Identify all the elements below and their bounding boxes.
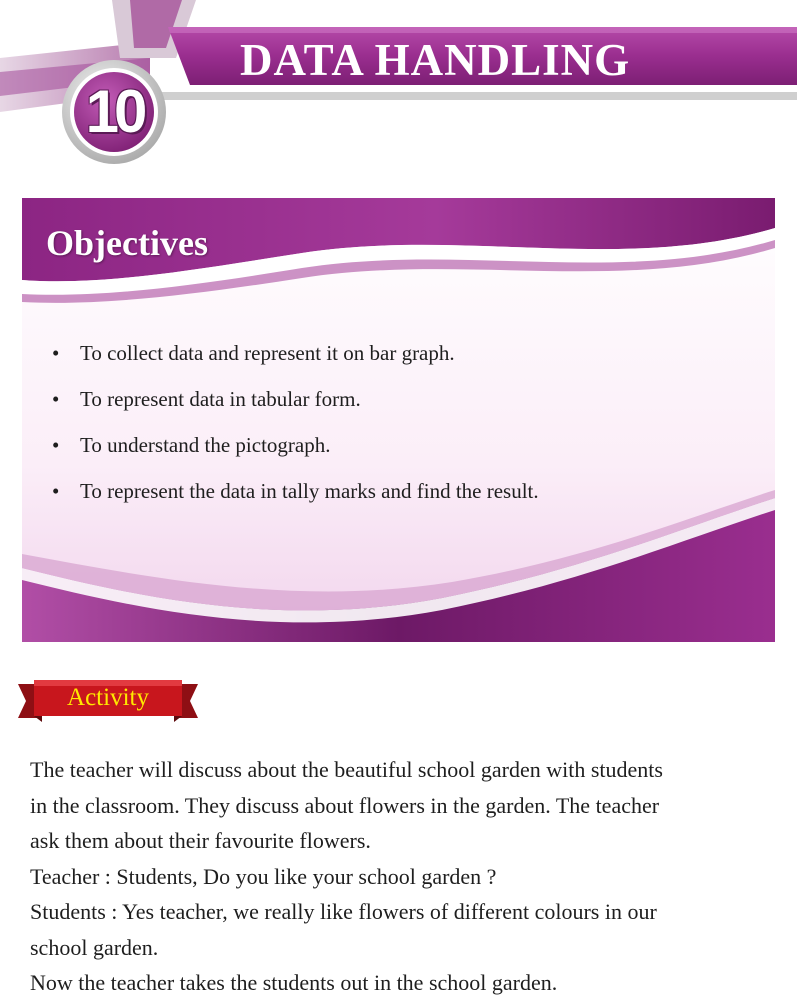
objective-item [52,468,752,514]
objective-text: To understand the pictograph. [80,433,331,457]
objective-item [52,330,752,376]
chapter-header [0,0,797,190]
text-line: Now the teacher takes the students out in the school garden. [30,970,558,995]
text-line: Students : Yes teacher, we really like flowers of different colours in our [30,899,657,924]
bullet: • [52,387,60,411]
text-line: Teacher : Students, Do you like your school garden ? [30,863,497,889]
activity-label: Activity [67,684,149,711]
activity-banner [18,678,198,722]
text-line: in the classroom. They discuss about flowers in the garden. The teacher [30,792,660,818]
chapter-title: DATA HANDLING [240,35,631,85]
chapter-number: 10 [85,78,143,145]
bullet: • [52,433,60,457]
bullet: • [52,479,60,503]
bullet: • [52,341,60,365]
activity-text [30,752,790,1001]
objectives-panel [22,198,775,642]
objectives-list [52,330,752,514]
text-line: school garden. [30,934,159,960]
objective-text: To collect data and represent it on bar graph. [80,341,455,365]
objective-item [52,376,752,422]
text-line: The teacher will discuss about the beautiful school garden with students [30,757,663,782]
objectives-heading: Objectives [46,223,208,263]
objective-item [52,422,752,468]
objective-text: To represent the data in tally marks and find the result. [80,479,539,503]
text-line: ask them about their favourite flowers. [30,828,371,853]
objective-text: To represent data in tabular form. [80,387,361,411]
